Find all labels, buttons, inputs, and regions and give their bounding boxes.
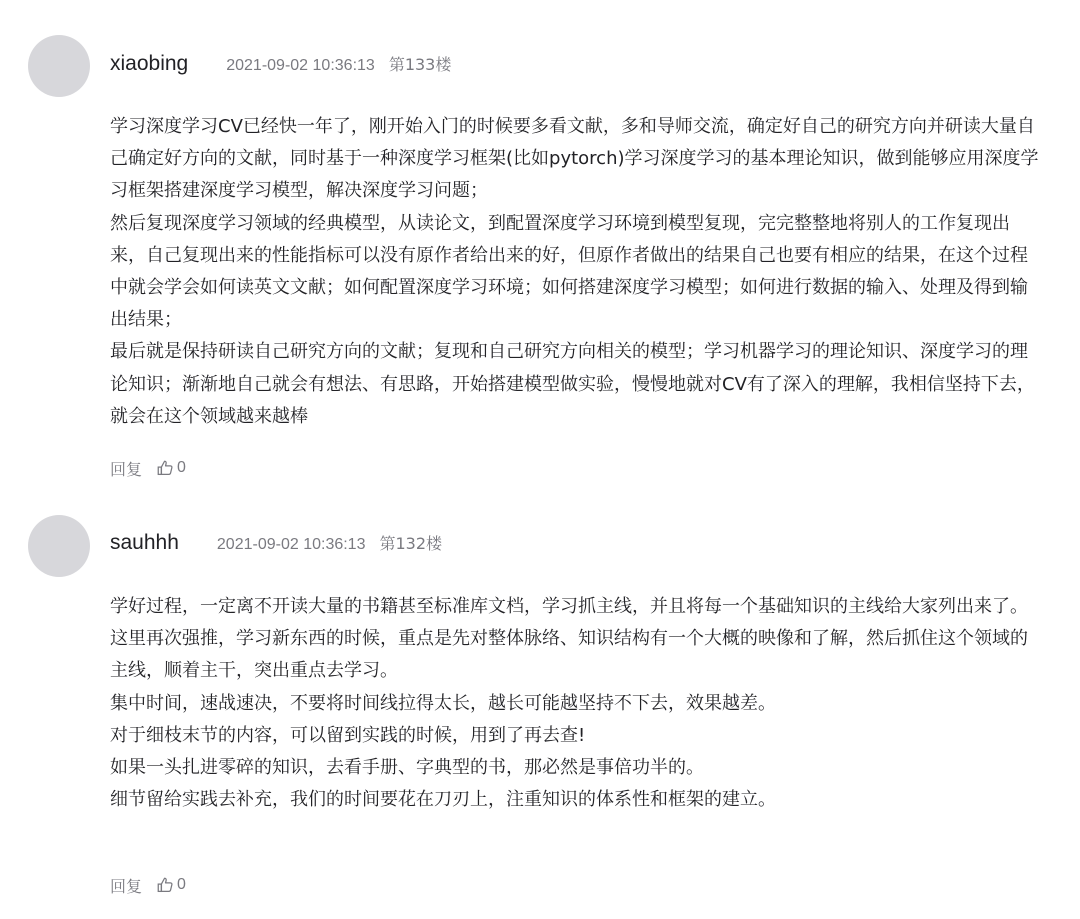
like-count: 0: [177, 459, 186, 476]
floor-number: 第133楼: [388, 55, 452, 74]
comment-meta: [110, 52, 451, 82]
reply-button[interactable]: 回复: [110, 876, 143, 896]
like-button[interactable]: [156, 459, 186, 477]
comment-paragraph: 对于细枝末节的内容，可以留到实践的时候，用到了再去查!: [110, 724, 586, 746]
comment-paragraph: 集中时间，速战速决，不要将时间线拉得太长，越长可能越坚持不下去，效果越差。: [110, 692, 776, 714]
comment-actions: [110, 456, 186, 480]
like-count: 0: [177, 876, 186, 893]
comment-paragraph: 如果一头扎进零碎的知识，去看手册、字典型的书，那必然是事倍功半的。: [110, 757, 704, 779]
thumb-up-icon: [156, 459, 174, 477]
username[interactable]: xiaobing: [110, 52, 189, 75]
comment-paragraph: 这里再次强推，学习新东西的时候，重点是先对整体脉络、知识结构有一个大概的映像和了解，然后抓住这个领域的主线，顺着主干，突出重点去学习。: [110, 628, 1028, 682]
comment-time: 2021-09-02 10:36:13: [216, 536, 366, 553]
avatar[interactable]: [28, 515, 90, 577]
comment-body: [110, 591, 1040, 816]
comment-meta: [110, 531, 442, 561]
reply-button[interactable]: 回复: [110, 459, 143, 479]
thumb-up-icon: [156, 876, 174, 894]
comment-paragraph: 学好过程，一定离不开读大量的书籍甚至标准库文档，学习抓主线，并且将每一个基础知识的主线给大家列出来了。: [110, 596, 1028, 617]
comment-time: 2021-09-02 10:36:13: [226, 57, 375, 74]
username[interactable]: sauhhh: [110, 531, 179, 554]
avatar[interactable]: [28, 35, 90, 97]
comment-actions: [110, 873, 186, 897]
comment-paragraph: 细节留给实践去补充，我们的时间要花在刀刃上，注重知识的体系性和框架的建立。: [110, 789, 776, 811]
floor-number: 第132楼: [379, 534, 443, 553]
comment-body: [110, 111, 1040, 433]
like-button[interactable]: [156, 876, 186, 894]
comment-paragraph: 学习深度学习CV已经快一年了，刚开始入门的时候要多看文献，多和导师交流，确定好自己的研究方向并研读大量自己确定好方向的文献，同时基于一种深度学习框架(比如pytorch)学习深度学习的基本理论知识，做到能够应用深度学习框架搭建深度学习模型，解决深度学习问题；: [110, 116, 1039, 202]
comment-paragraph: 最后就是保持研读自己研究方向的文献；复现和自己研究方向相关的模型；学习机器学习的理论知识、深度学习的理论知识；渐渐地自己就会有想法、有思路，开始搭建模型做实验，慢慢地就对CV有了深入的理解，我相信坚持下去，就会在这个领域越来越棒: [110, 341, 1035, 427]
comment-paragraph: 然后复现深度学习领域的经典模型，从读论文，到配置深度学习环境到模型复现，完完整整地将别人的工作复现出来，自己复现出来的性能指标可以没有原作者给出来的好，但原作者做出的结果自己也要有相应的结果，在这个过程中就会学会如何读英文文献；如何配置深度学习环境；如何搭建深度学习模型；如何进行数据的输入、处理及得到输出结果；: [110, 212, 1028, 331]
